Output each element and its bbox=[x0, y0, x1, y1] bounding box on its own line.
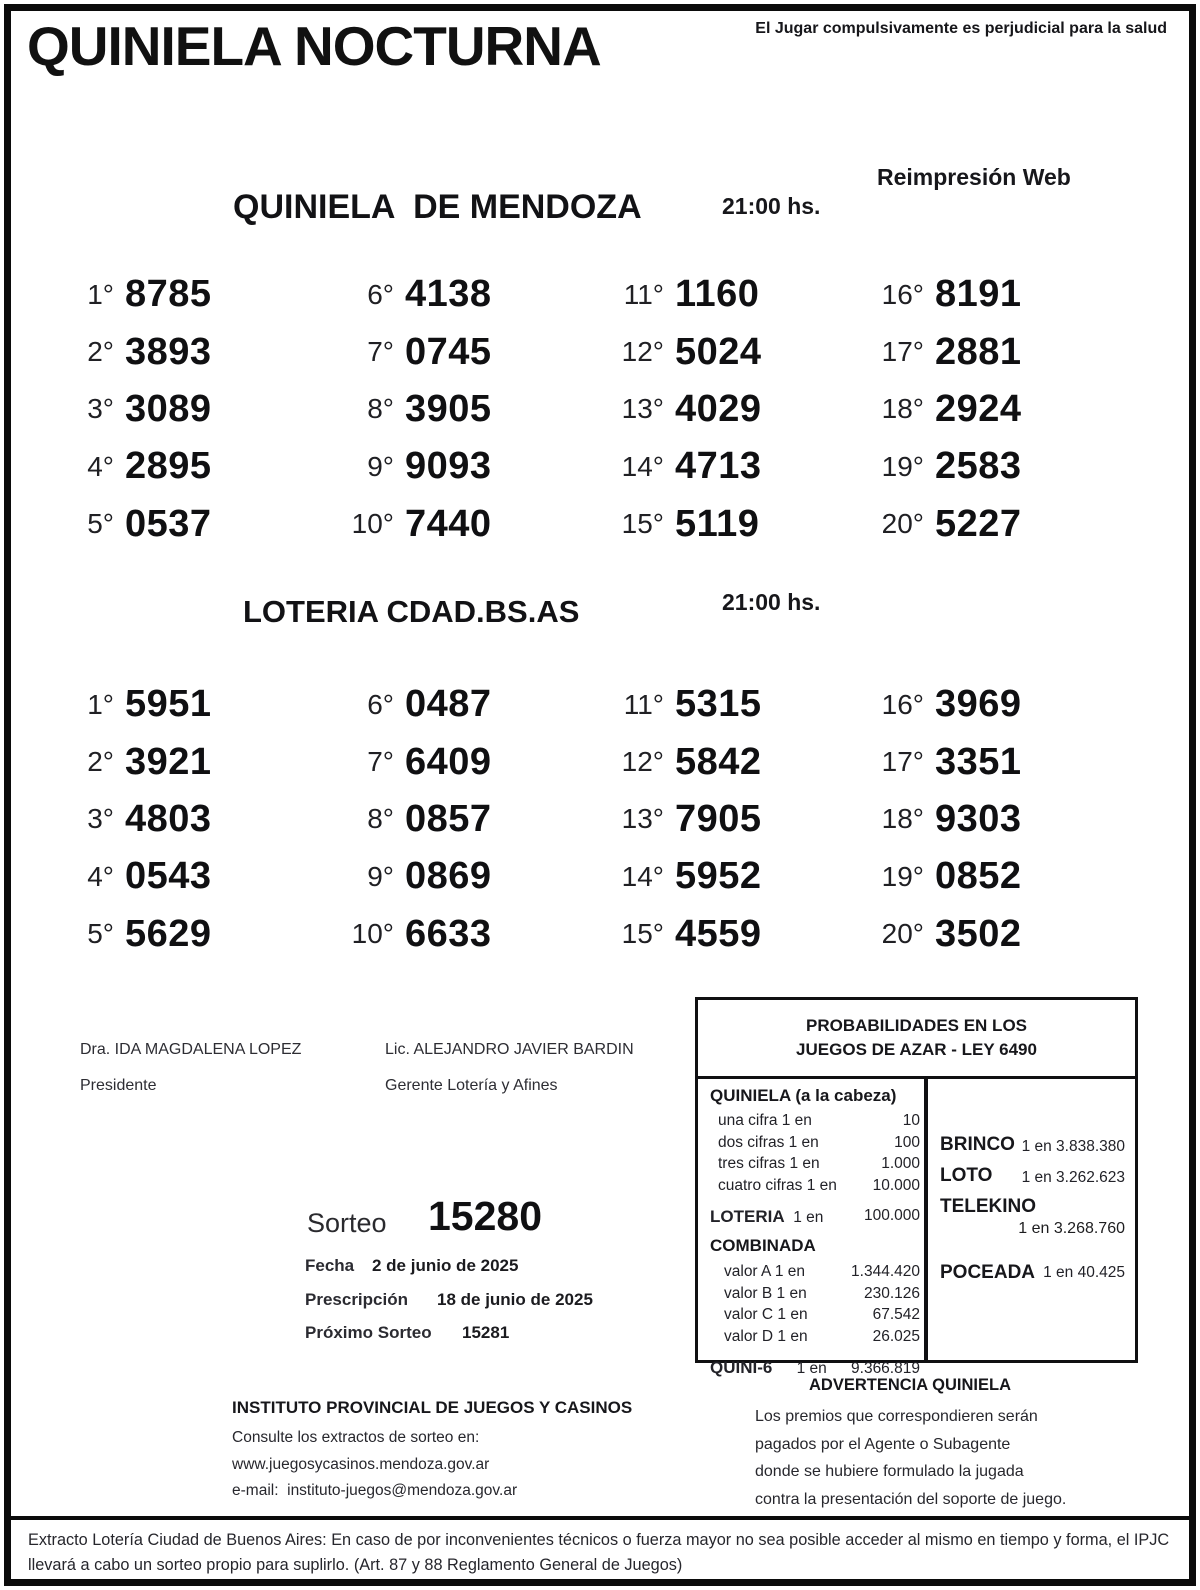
probability-row bbox=[710, 1132, 920, 1154]
result-number: 3969 bbox=[935, 683, 1022, 726]
result-number: 7905 bbox=[675, 797, 762, 840]
advertencia-block bbox=[700, 1376, 1120, 1513]
result-number: 4138 bbox=[405, 273, 492, 316]
footer-legal-text: Extracto Lotería Ciudad de Buenos Aires: En caso de por inconvenientes técnicos o fuerza mayor no sea posible acceder al mismo en tiempo y forma, el IPJC llevará a cabo un sorteo propio para suplirlo. (Art. 87 y 88 Reglamento General de Juegos) bbox=[28, 1531, 1170, 1574]
result-number: 5951 bbox=[125, 683, 212, 726]
poceada-label: POCEADA bbox=[940, 1262, 1036, 1283]
mendoza-results-grid bbox=[0, 266, 1200, 558]
result-number: 9093 bbox=[405, 445, 492, 488]
result-position: 17° bbox=[881, 336, 924, 368]
probability-row bbox=[710, 1326, 920, 1348]
proximo-sorteo-label: Próximo Sorteo bbox=[305, 1323, 432, 1342]
page-title: QUINIELA NOCTURNA bbox=[27, 15, 601, 77]
result-cell bbox=[50, 676, 315, 733]
result-cell bbox=[600, 848, 865, 905]
result-cell bbox=[860, 733, 1125, 790]
result-number: 1160 bbox=[675, 273, 760, 316]
result-cell bbox=[330, 791, 595, 848]
advertencia-title: ADVERTENCIA QUINIELA bbox=[809, 1376, 1011, 1394]
result-position: 20° bbox=[881, 918, 924, 950]
probability-label: una cifra 1 en bbox=[718, 1112, 812, 1129]
result-number: 0852 bbox=[935, 855, 1022, 898]
result-position: 1° bbox=[87, 278, 114, 310]
result-cell bbox=[50, 266, 315, 323]
instituto-email: e-mail: instituto-juegos@mendoza.gov.ar bbox=[232, 1482, 518, 1499]
telekino-value: 1 en 3.268.760 bbox=[1018, 1220, 1125, 1237]
footer-divider bbox=[11, 1516, 1189, 1520]
result-position: 4° bbox=[87, 860, 114, 892]
result-position: 5° bbox=[87, 508, 114, 540]
probability-label: valor D 1 en bbox=[724, 1327, 808, 1345]
poceada-odds bbox=[940, 1262, 1125, 1284]
probability-value: 1.344.420 bbox=[851, 1263, 920, 1280]
result-number: 5952 bbox=[675, 855, 762, 898]
result-position: 2° bbox=[87, 336, 114, 368]
probability-label: valor C 1 en bbox=[724, 1306, 808, 1323]
result-cell bbox=[860, 438, 1125, 495]
result-cell bbox=[50, 496, 315, 553]
result-position: 16° bbox=[881, 278, 924, 310]
result-cell bbox=[50, 438, 315, 495]
result-cell bbox=[600, 496, 865, 553]
probabilities-box bbox=[695, 997, 1138, 1377]
result-cell bbox=[600, 906, 865, 963]
results-column-2 bbox=[330, 266, 595, 553]
probabilities-left-column bbox=[698, 1079, 928, 1377]
mendoza-section-title: QUINIELA DE MENDOZA bbox=[233, 188, 642, 226]
result-position: 11° bbox=[623, 688, 664, 720]
result-position: 8° bbox=[367, 803, 394, 835]
instituto-title: INSTITUTO PROVINCIAL DE JUEGOS Y CASINOS bbox=[232, 1398, 633, 1417]
loteria-prob-value: 100.000 bbox=[863, 1207, 920, 1224]
probability-label: dos cifras 1 en bbox=[718, 1133, 819, 1151]
results-column-4 bbox=[860, 676, 1125, 963]
probability-row bbox=[710, 1110, 920, 1132]
result-position: 18° bbox=[881, 803, 924, 835]
result-cell bbox=[330, 848, 595, 905]
result-number: 3905 bbox=[405, 387, 492, 430]
result-number: 5119 bbox=[675, 502, 760, 545]
probability-value: 10.000 bbox=[872, 1176, 920, 1194]
probability-row bbox=[710, 1153, 920, 1175]
probability-label: valor A 1 en bbox=[724, 1263, 806, 1280]
results-column-3 bbox=[600, 266, 865, 553]
probabilities-title-line1: PROBABILIDADES EN LOS bbox=[805, 1016, 1028, 1035]
prescripcion-value: 18 de junio de 2025 bbox=[437, 1290, 593, 1309]
result-position: 3° bbox=[87, 393, 114, 425]
results-column-3 bbox=[600, 676, 865, 963]
reprint-web-label: Reimpresión Web bbox=[877, 164, 1071, 190]
result-position: 16° bbox=[881, 688, 924, 720]
result-number: 0537 bbox=[125, 502, 212, 545]
result-position: 10° bbox=[351, 918, 394, 950]
result-cell bbox=[600, 381, 865, 438]
result-number: 9303 bbox=[935, 797, 1022, 840]
result-number: 5629 bbox=[125, 912, 212, 955]
bsas-results-grid bbox=[0, 676, 1200, 968]
advertencia-line: donde se hubiere formulado la jugada bbox=[755, 1463, 1024, 1480]
result-position: 3° bbox=[87, 803, 114, 835]
result-position: 14° bbox=[621, 860, 664, 892]
result-number: 3893 bbox=[125, 330, 212, 373]
president-role: Presidente bbox=[80, 1077, 157, 1094]
result-position: 14° bbox=[621, 450, 664, 482]
result-position: 19° bbox=[881, 860, 924, 892]
result-number: 4559 bbox=[675, 912, 762, 955]
loteria-word: LOTERIA bbox=[710, 1207, 785, 1226]
probability-label: valor B 1 en bbox=[724, 1284, 807, 1302]
result-cell bbox=[50, 906, 315, 963]
instituto-block bbox=[232, 1398, 712, 1505]
result-position: 11° bbox=[623, 278, 664, 310]
sorteo-label: Sorteo bbox=[307, 1208, 387, 1238]
result-cell bbox=[600, 438, 865, 495]
bsas-section-title: LOTERIA CDAD.BS.AS bbox=[243, 594, 580, 629]
result-cell bbox=[50, 848, 315, 905]
result-number: 0857 bbox=[405, 797, 492, 840]
probability-row bbox=[710, 1261, 920, 1283]
result-position: 8° bbox=[367, 393, 394, 425]
quiniela-prob-rows bbox=[710, 1110, 920, 1196]
result-cell bbox=[330, 438, 595, 495]
brinco-odds bbox=[940, 1134, 1125, 1156]
result-position: 4° bbox=[87, 450, 114, 482]
result-position: 13° bbox=[621, 803, 664, 835]
result-cell bbox=[600, 266, 865, 323]
quini6-label: QUINI-6 bbox=[710, 1358, 773, 1377]
quini6-mid: 1 en bbox=[796, 1360, 827, 1377]
probability-label: tres cifras 1 en bbox=[718, 1155, 820, 1172]
result-number: 6633 bbox=[405, 912, 492, 955]
result-position: 2° bbox=[87, 746, 114, 778]
sorteo-number: 15280 bbox=[428, 1193, 543, 1239]
result-number: 4803 bbox=[125, 797, 212, 840]
quini6-value: 9.366.819 bbox=[851, 1360, 920, 1377]
result-position: 15° bbox=[621, 508, 664, 540]
result-cell bbox=[860, 906, 1125, 963]
loteria-prob-label bbox=[710, 1207, 823, 1227]
loteria-prob-row bbox=[710, 1207, 920, 1227]
result-number: 7440 bbox=[405, 502, 492, 545]
result-cell bbox=[600, 733, 865, 790]
manager-role: Gerente Lotería y Afines bbox=[385, 1077, 558, 1094]
loto-odds bbox=[940, 1165, 1125, 1187]
result-position: 1° bbox=[87, 688, 114, 720]
result-number: 5315 bbox=[675, 683, 762, 726]
result-number: 4029 bbox=[675, 387, 762, 430]
result-cell bbox=[860, 496, 1125, 553]
result-number: 3351 bbox=[935, 740, 1022, 783]
result-position: 7° bbox=[367, 336, 394, 368]
combinada-rows bbox=[710, 1261, 920, 1347]
result-number: 5227 bbox=[935, 502, 1022, 545]
results-column-4 bbox=[860, 266, 1125, 553]
result-number: 3089 bbox=[125, 387, 212, 430]
brinco-label: BRINCO bbox=[940, 1134, 1015, 1155]
result-cell bbox=[330, 323, 595, 380]
probability-value: 10 bbox=[902, 1112, 920, 1129]
prescripcion-label: Prescripción bbox=[305, 1290, 408, 1309]
results-column-2 bbox=[330, 676, 595, 963]
probabilities-title-line2: JUEGOS DE AZAR - LEY 6490 bbox=[796, 1040, 1037, 1059]
bsas-draw-time: 21:00 hs. bbox=[722, 589, 821, 615]
probability-row bbox=[710, 1175, 920, 1197]
proximo-sorteo-value: 15281 bbox=[462, 1323, 510, 1342]
result-position: 12° bbox=[621, 336, 664, 368]
result-position: 13° bbox=[621, 393, 664, 425]
result-cell bbox=[330, 381, 595, 438]
telekino-label: TELEKINO bbox=[940, 1196, 1037, 1217]
result-number: 2881 bbox=[935, 330, 1022, 373]
fecha-value: 2 de junio de 2025 bbox=[372, 1256, 519, 1275]
loto-label: LOTO bbox=[940, 1165, 993, 1186]
result-cell bbox=[330, 676, 595, 733]
result-position: 6° bbox=[367, 688, 394, 720]
probability-value: 67.542 bbox=[872, 1306, 920, 1323]
result-position: 6° bbox=[367, 278, 394, 310]
result-cell bbox=[50, 791, 315, 848]
result-cell bbox=[330, 266, 595, 323]
result-position: 19° bbox=[881, 450, 924, 482]
result-cell bbox=[330, 906, 595, 963]
result-cell bbox=[330, 496, 595, 553]
result-cell bbox=[860, 848, 1125, 905]
advertencia-line: contra la presentación del soporte de juego. bbox=[755, 1490, 1067, 1508]
result-cell bbox=[860, 791, 1125, 848]
results-column-1 bbox=[50, 676, 315, 963]
result-number: 2583 bbox=[935, 445, 1022, 488]
result-position: 10° bbox=[351, 508, 394, 540]
result-cell bbox=[860, 266, 1125, 323]
result-cell bbox=[50, 733, 315, 790]
quiniela-prob-header: QUINIELA (a la cabeza) bbox=[710, 1086, 897, 1105]
president-name: Dra. IDA MAGDALENA LOPEZ bbox=[80, 1041, 302, 1058]
health-warning: El Jugar compulsivamente es perjudicial para la salud bbox=[755, 20, 1167, 37]
probability-value: 230.126 bbox=[863, 1284, 920, 1302]
result-cell bbox=[860, 381, 1125, 438]
loteria-mid: 1 en bbox=[793, 1209, 824, 1226]
result-cell bbox=[860, 323, 1125, 380]
probabilities-right-column bbox=[928, 1079, 1135, 1360]
result-position: 7° bbox=[367, 746, 394, 778]
result-cell bbox=[330, 733, 595, 790]
instituto-line: Consulte los extractos de sorteo en: bbox=[232, 1429, 480, 1446]
result-position: 17° bbox=[881, 746, 924, 778]
result-number: 3502 bbox=[935, 912, 1022, 955]
result-position: 12° bbox=[621, 746, 664, 778]
result-position: 20° bbox=[881, 508, 924, 540]
manager-name: Lic. ALEJANDRO JAVIER BARDIN bbox=[385, 1041, 634, 1058]
poceada-value: 1 en 40.425 bbox=[1043, 1264, 1125, 1281]
loto-value: 1 en 3.262.623 bbox=[1021, 1169, 1125, 1186]
result-position: 18° bbox=[881, 393, 924, 425]
brinco-value: 1 en 3.838.380 bbox=[1021, 1138, 1125, 1155]
result-cell bbox=[600, 791, 865, 848]
result-number: 0745 bbox=[405, 330, 492, 373]
result-number: 8785 bbox=[125, 273, 212, 316]
result-number: 3921 bbox=[125, 740, 212, 783]
result-number: 2924 bbox=[935, 387, 1022, 430]
result-number: 0543 bbox=[125, 855, 212, 898]
result-number: 5842 bbox=[675, 740, 762, 783]
mendoza-draw-time: 21:00 hs. bbox=[722, 193, 821, 219]
probability-row bbox=[710, 1304, 920, 1326]
result-number: 4713 bbox=[675, 445, 762, 488]
result-number: 6409 bbox=[405, 740, 492, 783]
result-number: 5024 bbox=[675, 330, 762, 373]
result-cell bbox=[600, 323, 865, 380]
probability-label: cuatro cifras 1 en bbox=[718, 1176, 837, 1194]
result-number: 0487 bbox=[405, 683, 492, 726]
result-cell bbox=[860, 676, 1125, 733]
advertencia-line: pagados por el Agente o Subagente bbox=[755, 1435, 1011, 1453]
combinada-header: COMBINADA bbox=[710, 1236, 816, 1255]
result-number: 8191 bbox=[935, 273, 1022, 316]
result-cell bbox=[600, 676, 865, 733]
probabilities-title bbox=[698, 1000, 1135, 1079]
advertencia-line: Los premios que correspondieren serán bbox=[755, 1408, 1038, 1425]
result-cell bbox=[50, 323, 315, 380]
result-position: 5° bbox=[87, 918, 114, 950]
result-position: 15° bbox=[621, 918, 664, 950]
result-number: 2895 bbox=[125, 445, 212, 488]
result-position: 9° bbox=[367, 450, 394, 482]
fecha-label: Fecha bbox=[305, 1256, 355, 1275]
probability-value: 26.025 bbox=[872, 1327, 920, 1345]
probability-value: 1.000 bbox=[881, 1155, 920, 1172]
probability-row bbox=[710, 1283, 920, 1305]
results-column-1 bbox=[50, 266, 315, 553]
instituto-website: www.juegosycasinos.mendoza.gov.ar bbox=[232, 1455, 490, 1473]
quini6-row bbox=[710, 1358, 920, 1378]
result-number: 0869 bbox=[405, 855, 492, 898]
probability-value: 100 bbox=[894, 1133, 920, 1151]
result-position: 9° bbox=[367, 860, 394, 892]
result-cell bbox=[50, 381, 315, 438]
telekino-odds bbox=[940, 1196, 1125, 1238]
